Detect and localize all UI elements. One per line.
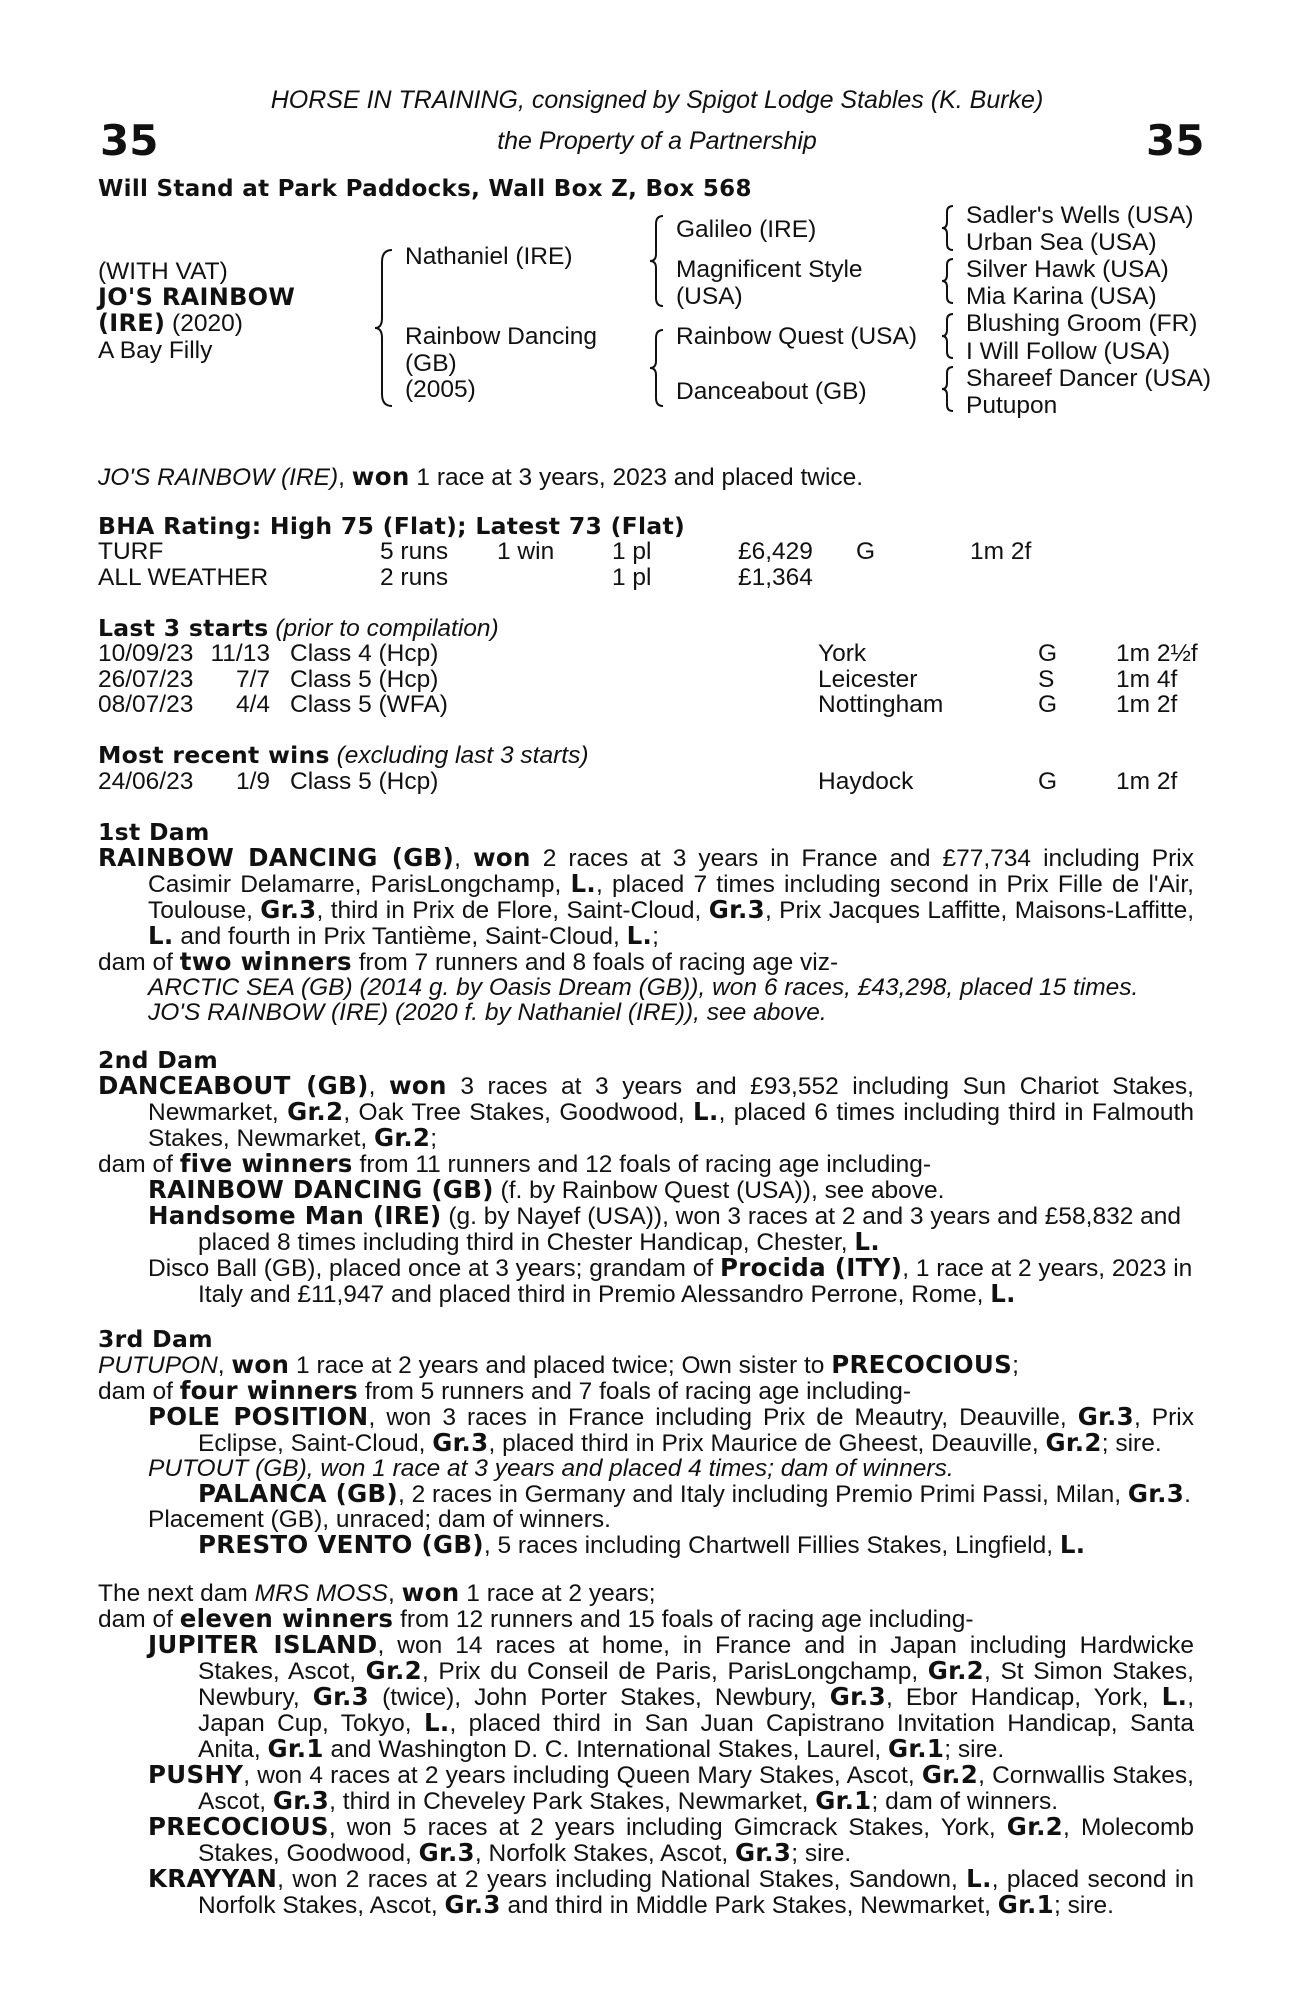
sire-sire-dam: Urban Sea (USA): [966, 229, 1157, 256]
dam-sire-sire: Blushing Groom (FR): [966, 310, 1198, 337]
start-course: Leicester: [818, 666, 918, 693]
horse-country: (IRE): [98, 309, 166, 337]
second-dam-record: DANCEABOUT (GB), won 3 races at 3 years and £93,552 including Sun Chariot Stakes, Newmarket, Gr.2, Oak Tree Stakes, Goodwood, L., placed 6 times including third in Falmouth Stakes, Newmarket, Gr.2;: [98, 1071, 1194, 1152]
last3-heading: [98, 614, 499, 642]
first-dam-heading: 1st Dam: [98, 818, 210, 846]
dam-year: (2005): [405, 376, 476, 403]
recent-heading: [98, 741, 589, 769]
rating-row-prize: £6,429: [738, 538, 813, 565]
start-going: S: [1038, 666, 1055, 693]
start-date: 10/09/23: [98, 640, 194, 667]
start-race: Class 5 (WFA): [290, 691, 448, 718]
pedigree-brace-sire: [648, 214, 666, 308]
lot-number-left: 35: [100, 116, 159, 165]
third-dam-heading: 3rd Dam: [98, 1325, 213, 1353]
win-going: G: [1038, 768, 1058, 795]
pedigree-brace-g3-2: [940, 257, 956, 305]
pedigree-brace-dam: [648, 328, 666, 408]
third-dam-produce: dam of four winners from 5 runners and 7 foals of racing age including-: [98, 1376, 911, 1405]
pedigree-brace-g3-3: [940, 312, 956, 360]
second-dam-section: [98, 1048, 1194, 1307]
rating-row-surface: TURF: [98, 538, 164, 565]
sire-name: Nathaniel (IRE): [405, 243, 573, 270]
horse-description: A Bay Filly: [98, 337, 213, 364]
recent-title: Most recent wins: [98, 741, 330, 769]
win-position: 1/9: [235, 768, 270, 795]
start-going: G: [1038, 691, 1058, 718]
third-dam-grandfoal: PRESTO VENTO (GB), 5 races including Chartwell Fillies Stakes, Lingfield, L.: [198, 1530, 1086, 1559]
rating-row-placed: 1 pl: [612, 538, 652, 565]
header-owner: the Property of a Partnership: [497, 127, 817, 155]
horse-year: (2020): [165, 310, 243, 337]
recent-note: (excluding last 3 starts): [336, 742, 589, 769]
start-date: 08/07/23: [98, 691, 194, 718]
next-dam-section: [98, 1580, 1194, 1918]
second-dam-foal: RAINBOW DANCING (GB) (f. by Rainbow Quest (USA)), see above.: [148, 1175, 945, 1204]
start-position: 7/7: [235, 666, 270, 693]
first-dam-section: [98, 820, 1194, 1025]
start-going: G: [1038, 640, 1058, 667]
stand-location: Will Stand at Park Paddocks, Wall Box Z, Box 568: [98, 176, 752, 202]
rating-row-going: G: [856, 538, 876, 565]
third-dam-foal: POLE POSITION, won 3 races in France including Prix de Meautry, Deauville, Gr.3, Prix Eclipse, Saint-Cloud, Gr.3, placed third in Prix Maurice de Gheest, Deauville, Gr.2; sire.: [148, 1402, 1195, 1457]
first-dam-foal: ARCTIC SEA (GB) (2014 g. by Oasis Dream (GB)), won 6 races, £43,298, placed 15 times.: [148, 974, 1139, 1001]
race-summary: JO'S RAINBOW (IRE), won 1 race at 3 years, 2023 and placed twice.: [98, 462, 864, 491]
start-course: York: [818, 640, 867, 667]
dam-dam-dam: Putupon: [966, 392, 1058, 419]
next-dam-produce: dam of eleven winners from 12 runners and 15 foals of racing age including-: [98, 1604, 974, 1633]
horse-name-country-year: [98, 311, 243, 337]
dam-sire: Rainbow Quest (USA): [676, 323, 918, 350]
sire-dam-country: (USA): [676, 283, 743, 310]
third-dam-grandfoal: PALANCA (GB), 2 races in Germany and Italy including Premio Primi Passi, Milan, Gr.3.: [198, 1479, 1191, 1508]
second-dam-foal: Handsome Man (IRE) (g. by Nayef (USA)), won 3 races at 2 and 3 years and £58,832 and placed 8 times including third in Chester Handicap, Chester, L.: [148, 1201, 1182, 1256]
first-dam-produce: dam of two winners from 7 runners and 8 foals of racing age viz-: [98, 947, 839, 976]
sire-dam-sire: Silver Hawk (USA): [966, 256, 1169, 283]
next-dam-foal: PUSHY, won 4 races at 2 years including Queen Mary Stakes, Ascot, Gr.2, Cornwallis Stakes, Ascot, Gr.3, third in Cheveley Park Stakes, Newmarket, Gr.1; dam of winners.: [148, 1760, 1194, 1815]
second-dam-produce: dam of five winners from 11 runners and 12 foals of racing age including-: [98, 1149, 932, 1178]
pedigree-brace-main: [372, 248, 396, 408]
start-distance: 1m 4f: [1116, 666, 1178, 693]
rating-row-surface: ALL WEATHER: [98, 564, 269, 591]
dam-dam-sire: Shareef Dancer (USA): [966, 365, 1212, 392]
sire-dam: Magnificent Style: [676, 256, 863, 283]
dam-dam: Danceabout (GB): [676, 378, 867, 405]
sire-sire: Galileo (IRE): [676, 216, 817, 243]
win-race: Class 5 (Hcp): [290, 768, 439, 795]
pedigree-brace-g3-4: [940, 365, 956, 413]
first-dam-foal: JO'S RAINBOW (IRE) (2020 f. by Nathaniel (IRE)), see above.: [148, 999, 827, 1026]
third-dam-foal: PUTOUT (GB), won 1 race at 3 years and placed 4 times; dam of winners.: [148, 1455, 954, 1482]
win-course: Haydock: [818, 768, 914, 795]
win-distance: 1m 2f: [1116, 768, 1178, 795]
first-dam-record: RAINBOW DANCING (GB), won 2 races at 3 years in France and £77,734 including Prix Casimir Delamarre, ParisLongchamp, L., placed 7 times including second in Prix Fille de l'Air, Toulouse, Gr.3, third in Prix de Flore, Saint-Cloud, Gr.3, Prix Jacques Laffitte, Maisons-Laffitte, L. and fourth in Prix Tantième, Saint-Cloud, L.;: [98, 843, 1195, 950]
lot-number-right: 35: [1146, 116, 1205, 165]
second-dam-heading: 2nd Dam: [98, 1046, 219, 1074]
rating-row-runs: 5 runs: [380, 538, 449, 565]
summary-horse-name: JO'S RAINBOW (IRE): [98, 464, 339, 491]
rating-row-distance: 1m 2f: [970, 538, 1032, 565]
rating-row-wins: 1 win: [497, 538, 555, 565]
win-date: 24/06/23: [98, 768, 194, 795]
dam-sire-dam: I Will Follow (USA): [966, 338, 1171, 365]
start-distance: 1m 2f: [1116, 691, 1178, 718]
next-dam-foal: JUPITER ISLAND, won 14 races at home, in France and in Japan including Hardwicke Stakes, Ascot, Gr.2, Prix du Conseil de Paris, ParisLongchamp, Gr.2, St Simon Stakes, Newbury, Gr.3 (twice), John Porter Stakes, Newbury, Gr.3, Ebor Handicap, York, L., Japan Cup, Tokyo, L., placed third in San Juan Capistrano Invitation Handicap, Santa Anita, Gr.1 and Washington D. C. International Stakes, Laurel, Gr.1; sire.: [148, 1630, 1195, 1763]
rating-row-runs: 2 runs: [380, 564, 449, 591]
last3-note: (prior to compilation): [275, 615, 499, 642]
sire-dam-dam: Mia Karina (USA): [966, 283, 1157, 310]
start-course: Nottingham: [818, 691, 944, 718]
next-dam-foal: KRAYYAN, won 2 races at 2 years including National Stakes, Sandown, L., placed second in Norfolk Stakes, Ascot, Gr.3 and third in Middle Park Stakes, Newmarket, Gr.1; sire.: [148, 1864, 1194, 1919]
header-consignor: HORSE IN TRAINING, consigned by Spigot Lodge Stables (K. Burke): [270, 86, 1044, 114]
dam-country: (GB): [405, 350, 457, 377]
start-position: 11/13: [210, 640, 270, 667]
third-dam-foal: Placement (GB), unraced; dam of winners.: [148, 1506, 611, 1533]
start-race: Class 5 (Hcp): [290, 666, 439, 693]
rating-row-prize: £1,364: [738, 564, 813, 591]
rating-row-placed: 1 pl: [612, 564, 652, 591]
pedigree-brace-g3-1: [940, 204, 956, 252]
sire-sire-sire: Sadler's Wells (USA): [966, 202, 1194, 229]
start-date: 26/07/23: [98, 666, 194, 693]
start-position: 4/4: [235, 691, 270, 718]
third-dam-section: [98, 1327, 1194, 1558]
last3-title: Last 3 starts: [98, 614, 269, 642]
summary-won: won: [351, 462, 410, 491]
start-distance: 1m 2½f: [1116, 640, 1198, 667]
rating-heading: BHA Rating: High 75 (Flat); Latest 73 (Flat): [98, 512, 686, 540]
horse-name: JO'S RAINBOW: [98, 283, 296, 311]
vat-note: (WITH VAT): [98, 258, 228, 285]
next-dam-foal: PRECOCIOUS, won 5 races at 2 years including Gimcrack Stakes, York, Gr.2, Molecomb Stakes, Goodwood, Gr.3, Norfolk Stakes, Ascot, Gr.3; sire.: [148, 1812, 1194, 1867]
summary-text: 1 race at 3 years, 2023 and placed twice.: [409, 464, 864, 491]
second-dam-foal: Disco Ball (GB), placed once at 3 years; grandam of Procida (ITY), 1 race at 2 years, 2023 in Italy and £11,947 and placed third in Premio Alessandro Perrone, Rome, L.: [148, 1253, 1193, 1308]
next-dam-record: The next dam MRS MOSS, won 1 race at 2 years;: [98, 1578, 656, 1607]
dam-name: Rainbow Dancing: [405, 323, 598, 350]
third-dam-record: PUTUPON, won 1 race at 2 years and placed twice; Own sister to PRECOCIOUS;: [98, 1350, 1019, 1379]
start-race: Class 4 (Hcp): [290, 640, 439, 667]
